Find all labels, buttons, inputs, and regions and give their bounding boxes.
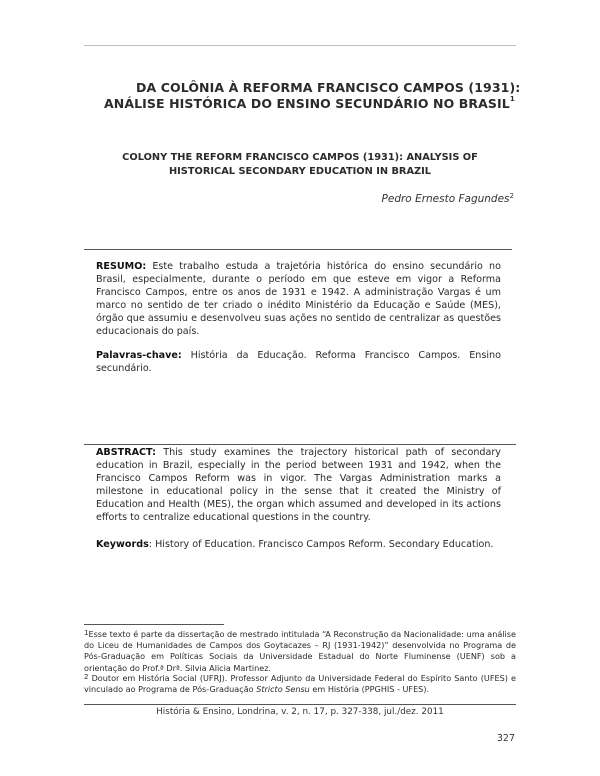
journal-citation: História & Ensino, Londrina, v. 2, n. 17, p. 327-338, jul./dez. 2011 xyxy=(156,707,444,717)
author-name-text: Pedro Ernesto Fagundes xyxy=(381,193,510,205)
keywords-label: Keywords xyxy=(96,539,149,550)
english-title xyxy=(0,151,600,179)
footnote-2-text-b: em História (PPGHIS - UFES). xyxy=(309,684,430,695)
abstract-paragraph xyxy=(96,446,501,524)
palavras-chave-label: Palavras-chave: xyxy=(96,350,182,361)
resumo-paragraph xyxy=(96,260,501,338)
english-title-line-2: HISTORICAL SECONDARY EDUCATION IN BRAZIL xyxy=(168,166,432,177)
journal-rule xyxy=(84,704,516,705)
footnote-1 xyxy=(84,629,516,674)
palavras-chave-text: História da Educação. Reforma Francisco Campos. Ensino secundário. xyxy=(96,350,501,374)
footnote-2-text-a: Doutor em História Social (UFRJ). Professor Adjunto da Universidade Federal do Espírito Santo (UFES) e vinculado ao Programa de Pós-Graduação xyxy=(84,673,516,695)
paper-title-line-2-text: ANÁLISE HISTÓRICA DO ENSINO SECUNDÁRIO NO BRASIL xyxy=(104,96,510,111)
abstract-label: ABSTRACT: xyxy=(96,447,156,458)
footnote-1-text: Esse texto é parte da dissertação de mestrado intitulada “A Reconstrução da Nacionalidade: uma análise do Liceu de Humanidades de Campos dos Goytacazes – RJ (1931-1942)” desenvolvida no Programa de Pós-Graduação em Políticas Sociais da Universidade Estadual do Norte Fluminense (UENF) sob a orientação do Prof.ª Drª. Silvia Alicia Martinez. xyxy=(84,629,516,673)
palavras-chave-paragraph xyxy=(96,349,501,375)
paper-title xyxy=(0,80,600,111)
footnote-2 xyxy=(84,673,516,695)
resumo-top-rule xyxy=(84,249,512,250)
paper-title-line-2 xyxy=(0,96,600,111)
title-footnote-mark: 1 xyxy=(509,95,515,103)
abstract-top-rule xyxy=(84,444,516,445)
abstract-text: This study examines the trajectory historical path of secondary education in Brazil, especially in the period between 1931 and 1942, when the Francisco Campos Reform was in vigor. The Vargas Administration marks a milestone in educational policy in the sense that it created the Ministry of Education and Health (MES), the organ which assumed and developed in its actions efforts to centralize educational questions in the country. xyxy=(96,447,501,523)
footnote-2-text-italic: Stricto Sensu xyxy=(256,684,310,695)
page-number: 327 xyxy=(496,733,515,744)
header-rule xyxy=(84,45,516,46)
author-footnote-mark: 2 xyxy=(509,192,514,200)
keywords-paragraph xyxy=(96,538,501,551)
footnote-1-mark: 1 xyxy=(84,629,89,637)
english-title-line-1: COLONY THE REFORM FRANCISCO CAMPOS (1931): ANALYSIS OF xyxy=(122,152,478,163)
author-name xyxy=(382,193,514,205)
footnote-separator xyxy=(84,624,224,625)
resumo-label: RESUMO: xyxy=(96,261,147,272)
paper-title-line-1: DA COLÔNIA À REFORMA FRANCISCO CAMPOS (1931): xyxy=(136,80,521,95)
keywords-text: : History of Education. Francisco Campos Reform. Secondary Education. xyxy=(148,539,494,550)
resumo-text: Este trabalho estuda a trajetória histórica do ensino secundário no Brasil, especialmente, durante o período em que esteve em vigor a Reforma Francisco Campos, entre os anos de 1931 e 1942. A administração Vargas é um marco no sentido de ter criado o inédito Ministério da Educação e Saúde (MES), órgão que assumiu e desenvolveu suas ações no sentido de centralizar as questões educacionais do país. xyxy=(96,261,501,337)
footnote-2-mark: 2 xyxy=(84,673,89,681)
